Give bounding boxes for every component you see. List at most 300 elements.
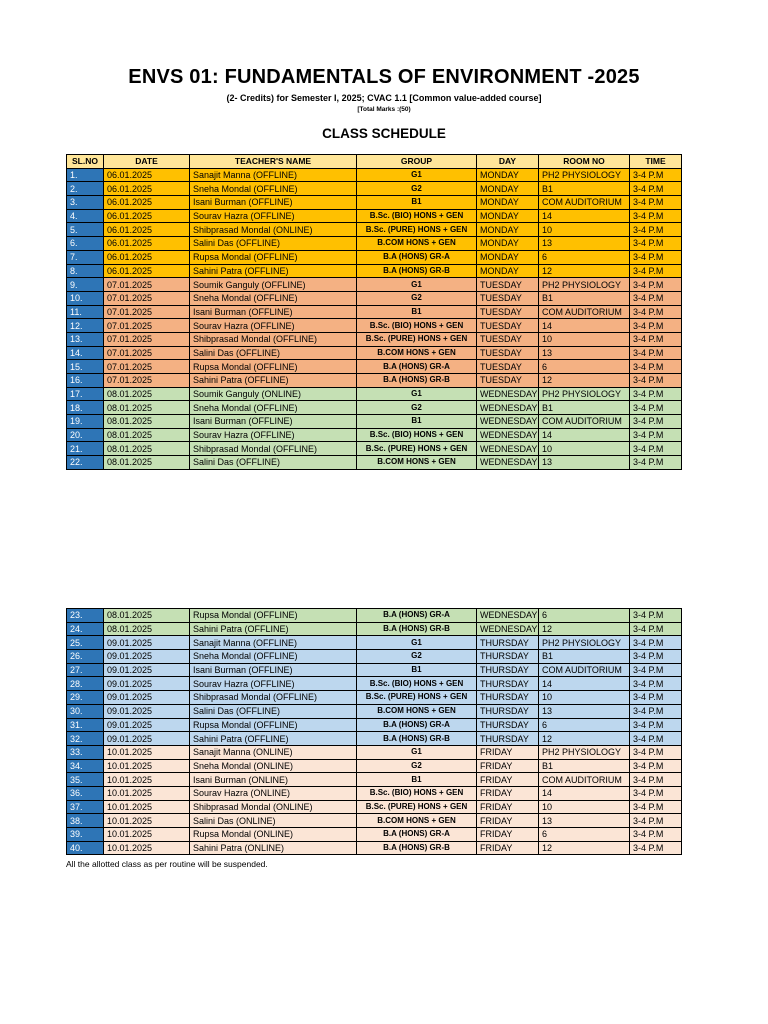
cell-day: FRIDAY <box>477 814 539 828</box>
cell-group: B1 <box>357 663 477 677</box>
cell-room: 6 <box>539 828 630 842</box>
table-row <box>67 346 682 360</box>
cell-group: B.A (HONS) GR-A <box>357 360 477 374</box>
table-row <box>67 168 682 182</box>
cell-teacher: Sanajit Manna (OFFLINE) <box>190 168 357 182</box>
cell-group: G1 <box>357 278 477 292</box>
cell-date: 10.01.2025 <box>104 759 190 773</box>
cell-group: B.COM HONS + GEN <box>357 814 477 828</box>
cell-date: 07.01.2025 <box>104 346 190 360</box>
table-row <box>67 332 682 346</box>
cell-day: FRIDAY <box>477 786 539 800</box>
cell-group: G1 <box>357 168 477 182</box>
cell-slno: 11. <box>67 305 104 319</box>
cell-teacher: Sneha Mondal (OFFLINE) <box>190 291 357 305</box>
cell-room: 10 <box>539 442 630 456</box>
table-row <box>67 800 682 814</box>
cell-room: 13 <box>539 704 630 718</box>
cell-teacher: Sneha Mondal (OFFLINE) <box>190 401 357 415</box>
cell-teacher: Isani Burman (OFFLINE) <box>190 305 357 319</box>
cell-teacher: Shibprasad Mondal (OFFLINE) <box>190 442 357 456</box>
table-row <box>67 609 682 623</box>
cell-teacher: Rupsa Mondal (OFFLINE) <box>190 250 357 264</box>
table-row <box>67 704 682 718</box>
cell-slno: 31. <box>67 718 104 732</box>
cell-teacher: Sourav Hazra (OFFLINE) <box>190 209 357 223</box>
cell-day: MONDAY <box>477 264 539 278</box>
cell-date: 09.01.2025 <box>104 650 190 664</box>
cell-teacher: Rupsa Mondal (ONLINE) <box>190 828 357 842</box>
table-row <box>67 401 682 415</box>
cell-date: 09.01.2025 <box>104 677 190 691</box>
table-row <box>67 223 682 237</box>
table-row <box>67 759 682 773</box>
cell-date: 07.01.2025 <box>104 291 190 305</box>
cell-day: THURSDAY <box>477 663 539 677</box>
cell-time: 3-4 P.M <box>630 209 682 223</box>
cell-day: WEDNESDAY <box>477 387 539 401</box>
cell-time: 3-4 P.M <box>630 168 682 182</box>
cell-teacher: Salini Das (OFFLINE) <box>190 237 357 251</box>
cell-group: G2 <box>357 650 477 664</box>
cell-time: 3-4 P.M <box>630 773 682 787</box>
cell-room: 6 <box>539 360 630 374</box>
cell-slno: 22. <box>67 456 104 470</box>
cell-slno: 37. <box>67 800 104 814</box>
cell-day: MONDAY <box>477 250 539 264</box>
cell-teacher: Shibprasad Mondal (ONLINE) <box>190 800 357 814</box>
cell-date: 06.01.2025 <box>104 264 190 278</box>
cell-day: MONDAY <box>477 237 539 251</box>
cell-time: 3-4 P.M <box>630 360 682 374</box>
schedule-table-page-2 <box>66 608 682 855</box>
cell-date: 08.01.2025 <box>104 622 190 636</box>
cell-slno: 25. <box>67 636 104 650</box>
table-row <box>67 677 682 691</box>
cell-group: G1 <box>357 745 477 759</box>
cell-slno: 12. <box>67 319 104 333</box>
cell-date: 10.01.2025 <box>104 773 190 787</box>
cell-teacher: Isani Burman (OFFLINE) <box>190 196 357 210</box>
cell-room: 12 <box>539 374 630 388</box>
cell-slno: 17. <box>67 387 104 401</box>
cell-slno: 28. <box>67 677 104 691</box>
cell-date: 08.01.2025 <box>104 415 190 429</box>
cell-day: WEDNESDAY <box>477 456 539 470</box>
cell-date: 09.01.2025 <box>104 704 190 718</box>
cell-time: 3-4 P.M <box>630 387 682 401</box>
cell-group: B1 <box>357 196 477 210</box>
cell-slno: 35. <box>67 773 104 787</box>
cell-room: 10 <box>539 332 630 346</box>
cell-date: 08.01.2025 <box>104 428 190 442</box>
table-row <box>67 622 682 636</box>
cell-day: FRIDAY <box>477 745 539 759</box>
cell-room: COM AUDITORIUM <box>539 773 630 787</box>
cell-date: 09.01.2025 <box>104 636 190 650</box>
table-row <box>67 387 682 401</box>
cell-group: B.Sc. (PURE) HONS + GEN <box>357 691 477 705</box>
cell-time: 3-4 P.M <box>630 841 682 855</box>
cell-day: FRIDAY <box>477 841 539 855</box>
cell-teacher: Isani Burman (OFFLINE) <box>190 415 357 429</box>
table-row <box>67 250 682 264</box>
cell-slno: 24. <box>67 622 104 636</box>
cell-teacher: Sneha Mondal (OFFLINE) <box>190 182 357 196</box>
cell-teacher: Sneha Mondal (OFFLINE) <box>190 650 357 664</box>
cell-room: COM AUDITORIUM <box>539 305 630 319</box>
cell-room: 6 <box>539 718 630 732</box>
cell-date: 08.01.2025 <box>104 609 190 623</box>
column-header-time: TIME <box>630 155 682 169</box>
cell-room: PH2 PHYSIOLOGY <box>539 387 630 401</box>
cell-date: 10.01.2025 <box>104 841 190 855</box>
cell-time: 3-4 P.M <box>630 237 682 251</box>
cell-slno: 33. <box>67 745 104 759</box>
cell-day: THURSDAY <box>477 732 539 746</box>
cell-slno: 29. <box>67 691 104 705</box>
table-row <box>67 291 682 305</box>
cell-group: B1 <box>357 415 477 429</box>
cell-time: 3-4 P.M <box>630 663 682 677</box>
table-row <box>67 745 682 759</box>
cell-group: B.A (HONS) GR-B <box>357 622 477 636</box>
cell-time: 3-4 P.M <box>630 319 682 333</box>
table-row <box>67 732 682 746</box>
cell-teacher: Sanajit Manna (ONLINE) <box>190 745 357 759</box>
cell-day: WEDNESDAY <box>477 415 539 429</box>
cell-room: B1 <box>539 759 630 773</box>
cell-room: 12 <box>539 841 630 855</box>
cell-teacher: Sahini Patra (OFFLINE) <box>190 374 357 388</box>
cell-teacher: Rupsa Mondal (OFFLINE) <box>190 609 357 623</box>
cell-group: B.COM HONS + GEN <box>357 346 477 360</box>
cell-day: TUESDAY <box>477 291 539 305</box>
cell-slno: 27. <box>67 663 104 677</box>
cell-room: 13 <box>539 814 630 828</box>
cell-slno: 21. <box>67 442 104 456</box>
cell-group: B.A (HONS) GR-A <box>357 609 477 623</box>
cell-day: MONDAY <box>477 182 539 196</box>
cell-day: THURSDAY <box>477 691 539 705</box>
cell-room: PH2 PHYSIOLOGY <box>539 168 630 182</box>
cell-date: 07.01.2025 <box>104 305 190 319</box>
cell-group: B.Sc. (PURE) HONS + GEN <box>357 223 477 237</box>
column-header-group: GROUP <box>357 155 477 169</box>
cell-slno: 32. <box>67 732 104 746</box>
column-header-room: ROOM NO <box>539 155 630 169</box>
cell-room: 12 <box>539 264 630 278</box>
cell-group: B.A (HONS) GR-B <box>357 732 477 746</box>
cell-date: 06.01.2025 <box>104 250 190 264</box>
table-row <box>67 209 682 223</box>
cell-group: B.A (HONS) GR-B <box>357 374 477 388</box>
cell-time: 3-4 P.M <box>630 718 682 732</box>
cell-date: 06.01.2025 <box>104 237 190 251</box>
cell-teacher: Shibprasad Mondal (OFFLINE) <box>190 332 357 346</box>
cell-room: 6 <box>539 609 630 623</box>
cell-slno: 19. <box>67 415 104 429</box>
cell-slno: 9. <box>67 278 104 292</box>
cell-teacher: Sanajit Manna (OFFLINE) <box>190 636 357 650</box>
cell-day: MONDAY <box>477 196 539 210</box>
column-header-slno: SL.NO <box>67 155 104 169</box>
cell-teacher: Rupsa Mondal (OFFLINE) <box>190 360 357 374</box>
cell-teacher: Salini Das (OFFLINE) <box>190 704 357 718</box>
cell-time: 3-4 P.M <box>630 622 682 636</box>
column-header-teacher: TEACHER'S NAME <box>190 155 357 169</box>
table-row <box>67 456 682 470</box>
cell-time: 3-4 P.M <box>630 305 682 319</box>
cell-slno: 1. <box>67 168 104 182</box>
cell-teacher: Sahini Patra (OFFLINE) <box>190 732 357 746</box>
table-row <box>67 786 682 800</box>
cell-slno: 36. <box>67 786 104 800</box>
cell-teacher: Soumik Ganguly (OFFLINE) <box>190 278 357 292</box>
cell-date: 10.01.2025 <box>104 814 190 828</box>
cell-time: 3-4 P.M <box>630 291 682 305</box>
table-row <box>67 360 682 374</box>
cell-room: 14 <box>539 209 630 223</box>
cell-day: FRIDAY <box>477 773 539 787</box>
cell-group: B.Sc. (BIO) HONS + GEN <box>357 786 477 800</box>
cell-slno: 38. <box>67 814 104 828</box>
table-row <box>67 841 682 855</box>
cell-time: 3-4 P.M <box>630 196 682 210</box>
cell-teacher: Sahini Patra (ONLINE) <box>190 841 357 855</box>
cell-group: G1 <box>357 387 477 401</box>
cell-slno: 18. <box>67 401 104 415</box>
cell-date: 09.01.2025 <box>104 718 190 732</box>
footer-note: All the allotted class as per routine will be suspended. <box>66 859 268 869</box>
table-row <box>67 428 682 442</box>
table-row <box>67 196 682 210</box>
cell-group: B.COM HONS + GEN <box>357 237 477 251</box>
cell-day: TUESDAY <box>477 332 539 346</box>
cell-slno: 13. <box>67 332 104 346</box>
cell-teacher: Sourav Hazra (OFFLINE) <box>190 677 357 691</box>
schedule-heading: CLASS SCHEDULE <box>322 126 446 141</box>
cell-date: 07.01.2025 <box>104 332 190 346</box>
cell-teacher: Salini Das (OFFLINE) <box>190 456 357 470</box>
cell-slno: 15. <box>67 360 104 374</box>
cell-time: 3-4 P.M <box>630 442 682 456</box>
cell-day: TUESDAY <box>477 346 539 360</box>
cell-room: PH2 PHYSIOLOGY <box>539 745 630 759</box>
cell-room: 14 <box>539 677 630 691</box>
cell-group: B1 <box>357 773 477 787</box>
cell-slno: 4. <box>67 209 104 223</box>
cell-room: COM AUDITORIUM <box>539 663 630 677</box>
cell-date: 07.01.2025 <box>104 374 190 388</box>
cell-teacher: Sourav Hazra (OFFLINE) <box>190 428 357 442</box>
cell-group: B.Sc. (BIO) HONS + GEN <box>357 428 477 442</box>
table-row <box>67 691 682 705</box>
cell-room: COM AUDITORIUM <box>539 415 630 429</box>
table-row <box>67 374 682 388</box>
cell-teacher: Soumik Ganguly (ONLINE) <box>190 387 357 401</box>
cell-time: 3-4 P.M <box>630 677 682 691</box>
cell-teacher: Sourav Hazra (ONLINE) <box>190 786 357 800</box>
cell-date: 10.01.2025 <box>104 828 190 842</box>
cell-time: 3-4 P.M <box>630 182 682 196</box>
cell-date: 08.01.2025 <box>104 401 190 415</box>
table-row <box>67 828 682 842</box>
cell-room: 12 <box>539 732 630 746</box>
cell-room: 13 <box>539 346 630 360</box>
cell-date: 09.01.2025 <box>104 691 190 705</box>
cell-time: 3-4 P.M <box>630 814 682 828</box>
cell-group: B.Sc. (PURE) HONS + GEN <box>357 800 477 814</box>
cell-day: TUESDAY <box>477 278 539 292</box>
cell-day: WEDNESDAY <box>477 622 539 636</box>
cell-room: 10 <box>539 223 630 237</box>
cell-room: 6 <box>539 250 630 264</box>
cell-group: B.COM HONS + GEN <box>357 704 477 718</box>
cell-slno: 2. <box>67 182 104 196</box>
cell-group: B.Sc. (BIO) HONS + GEN <box>357 319 477 333</box>
cell-date: 10.01.2025 <box>104 800 190 814</box>
cell-time: 3-4 P.M <box>630 428 682 442</box>
table-row <box>67 773 682 787</box>
cell-group: G1 <box>357 636 477 650</box>
cell-room: 14 <box>539 428 630 442</box>
cell-room: 12 <box>539 622 630 636</box>
cell-date: 09.01.2025 <box>104 732 190 746</box>
cell-time: 3-4 P.M <box>630 800 682 814</box>
cell-date: 06.01.2025 <box>104 209 190 223</box>
cell-day: WEDNESDAY <box>477 401 539 415</box>
cell-time: 3-4 P.M <box>630 691 682 705</box>
cell-teacher: Salini Das (OFFLINE) <box>190 346 357 360</box>
cell-day: THURSDAY <box>477 636 539 650</box>
cell-time: 3-4 P.M <box>630 401 682 415</box>
cell-teacher: Rupsa Mondal (OFFLINE) <box>190 718 357 732</box>
cell-group: G2 <box>357 759 477 773</box>
cell-day: WEDNESDAY <box>477 609 539 623</box>
table-row <box>67 264 682 278</box>
cell-room: COM AUDITORIUM <box>539 196 630 210</box>
cell-date: 09.01.2025 <box>104 663 190 677</box>
cell-day: MONDAY <box>477 209 539 223</box>
cell-slno: 20. <box>67 428 104 442</box>
table-header-row <box>67 155 682 169</box>
cell-day: MONDAY <box>477 168 539 182</box>
cell-slno: 40. <box>67 841 104 855</box>
cell-slno: 5. <box>67 223 104 237</box>
table-row <box>67 814 682 828</box>
cell-slno: 7. <box>67 250 104 264</box>
cell-teacher: Shibprasad Mondal (ONLINE) <box>190 223 357 237</box>
cell-teacher: Isani Burman (ONLINE) <box>190 773 357 787</box>
cell-day: FRIDAY <box>477 800 539 814</box>
cell-slno: 34. <box>67 759 104 773</box>
cell-group: B.Sc. (BIO) HONS + GEN <box>357 209 477 223</box>
cell-time: 3-4 P.M <box>630 250 682 264</box>
cell-group: B.A (HONS) GR-A <box>357 250 477 264</box>
table-row <box>67 278 682 292</box>
cell-slno: 23. <box>67 609 104 623</box>
column-header-day: DAY <box>477 155 539 169</box>
cell-room: 13 <box>539 237 630 251</box>
cell-slno: 26. <box>67 650 104 664</box>
table-row <box>67 305 682 319</box>
cell-teacher: Shibprasad Mondal (OFFLINE) <box>190 691 357 705</box>
cell-time: 3-4 P.M <box>630 745 682 759</box>
cell-room: B1 <box>539 401 630 415</box>
cell-room: PH2 PHYSIOLOGY <box>539 636 630 650</box>
cell-time: 3-4 P.M <box>630 223 682 237</box>
cell-date: 08.01.2025 <box>104 387 190 401</box>
table-row <box>67 718 682 732</box>
cell-teacher: Sneha Mondal (ONLINE) <box>190 759 357 773</box>
cell-slno: 39. <box>67 828 104 842</box>
cell-day: WEDNESDAY <box>477 428 539 442</box>
cell-date: 07.01.2025 <box>104 360 190 374</box>
cell-time: 3-4 P.M <box>630 278 682 292</box>
table-row <box>67 237 682 251</box>
cell-day: FRIDAY <box>477 759 539 773</box>
cell-time: 3-4 P.M <box>630 732 682 746</box>
cell-time: 3-4 P.M <box>630 374 682 388</box>
table-row <box>67 650 682 664</box>
cell-date: 06.01.2025 <box>104 223 190 237</box>
cell-teacher: Isani Burman (OFFLINE) <box>190 663 357 677</box>
cell-day: THURSDAY <box>477 718 539 732</box>
cell-date: 08.01.2025 <box>104 442 190 456</box>
cell-date: 08.01.2025 <box>104 456 190 470</box>
cell-time: 3-4 P.M <box>630 609 682 623</box>
cell-room: 10 <box>539 800 630 814</box>
cell-day: TUESDAY <box>477 360 539 374</box>
cell-time: 3-4 P.M <box>630 704 682 718</box>
cell-teacher: Salini Das (ONLINE) <box>190 814 357 828</box>
cell-day: WEDNESDAY <box>477 442 539 456</box>
cell-slno: 14. <box>67 346 104 360</box>
cell-group: B.Sc. (PURE) HONS + GEN <box>357 442 477 456</box>
cell-time: 3-4 P.M <box>630 456 682 470</box>
cell-room: 14 <box>539 786 630 800</box>
table-row <box>67 442 682 456</box>
cell-room: B1 <box>539 182 630 196</box>
cell-time: 3-4 P.M <box>630 415 682 429</box>
table-row <box>67 182 682 196</box>
cell-slno: 30. <box>67 704 104 718</box>
cell-room: B1 <box>539 650 630 664</box>
cell-slno: 6. <box>67 237 104 251</box>
document-subtitle: (2- Credits) for Semester I, 2025; CVAC 1.1 [Common value-added course] <box>226 93 542 103</box>
cell-date: 06.01.2025 <box>104 196 190 210</box>
table-row <box>67 636 682 650</box>
cell-day: MONDAY <box>477 223 539 237</box>
cell-day: THURSDAY <box>477 650 539 664</box>
table-row <box>67 319 682 333</box>
cell-group: B.A (HONS) GR-B <box>357 264 477 278</box>
cell-date: 07.01.2025 <box>104 278 190 292</box>
cell-room: PH2 PHYSIOLOGY <box>539 278 630 292</box>
cell-teacher: Sahini Patra (OFFLINE) <box>190 264 357 278</box>
cell-day: FRIDAY <box>477 828 539 842</box>
cell-room: 10 <box>539 691 630 705</box>
cell-group: B.Sc. (PURE) HONS + GEN <box>357 332 477 346</box>
cell-time: 3-4 P.M <box>630 786 682 800</box>
cell-time: 3-4 P.M <box>630 332 682 346</box>
cell-time: 3-4 P.M <box>630 828 682 842</box>
cell-teacher: Sourav Hazra (OFFLINE) <box>190 319 357 333</box>
cell-room: B1 <box>539 291 630 305</box>
cell-time: 3-4 P.M <box>630 346 682 360</box>
cell-slno: 10. <box>67 291 104 305</box>
